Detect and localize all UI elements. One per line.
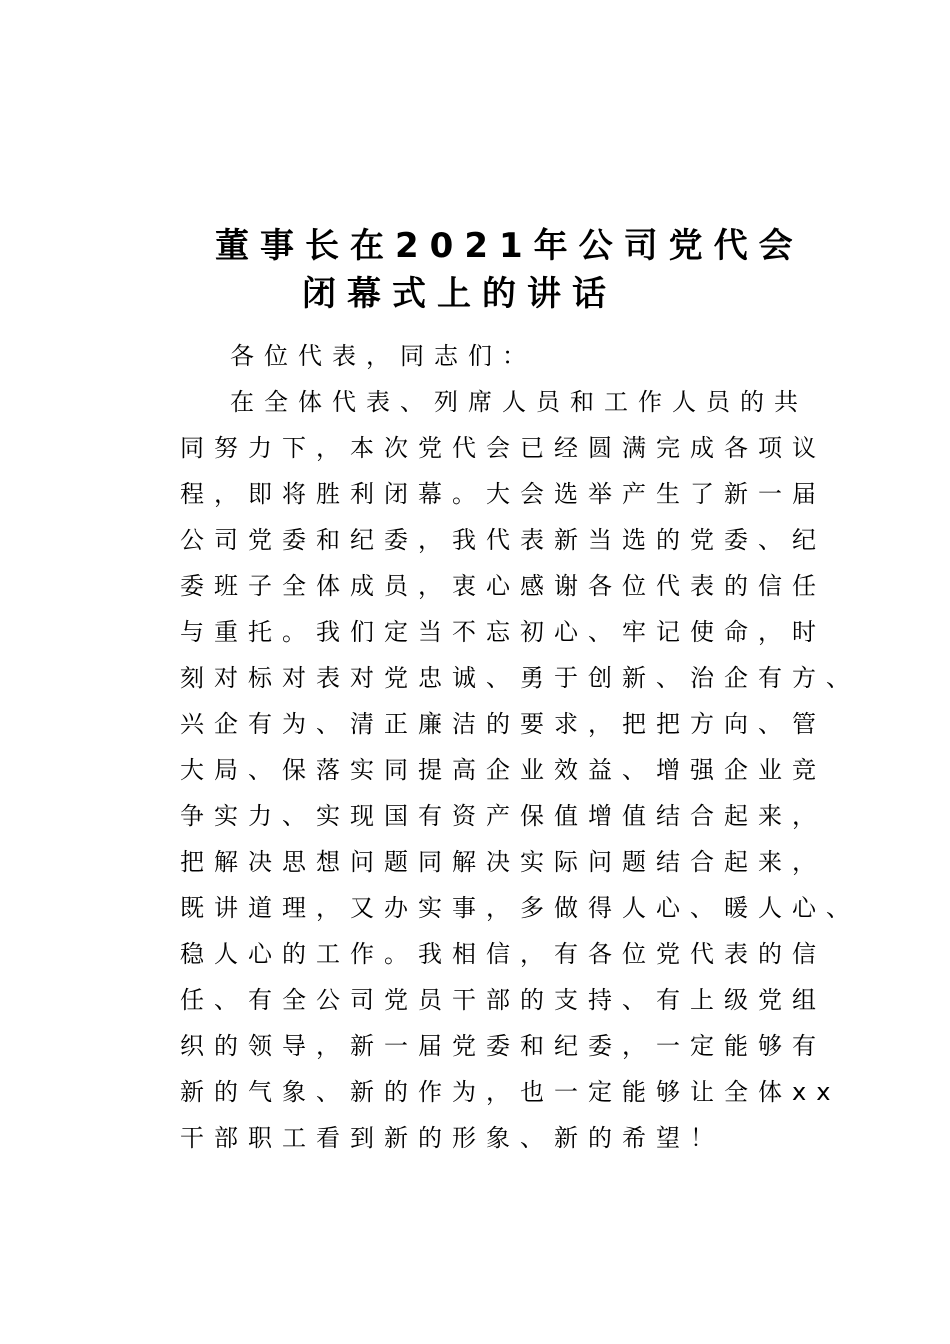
body-line-13: 稳人心的工作。我相信，有各位党代表的信	[180, 940, 826, 968]
body-line-12: 既讲道理，又办实事，多做得人心、暖人心、	[180, 894, 860, 922]
salutation: 各位代表，同志们：	[230, 342, 536, 370]
body-line-14: 任、有全公司党员干部的支持、有上级党组	[180, 986, 826, 1014]
body-line-2: 同努力下，本次党代会已经圆满完成各项议	[180, 434, 826, 462]
title-line-2: 闭幕式上的讲话	[302, 274, 617, 314]
body-line-6: 与重托。我们定当不忘初心、牢记使命，时	[180, 618, 826, 646]
body-line-8: 兴企有为、清正廉洁的要求，把把方向、管	[180, 710, 826, 738]
body-line-16: 新的气象、新的作为，也一定能够让全体xx	[180, 1078, 841, 1106]
body-line-17: 干部职工看到新的形象、新的希望！	[180, 1124, 724, 1152]
body-line-3: 程，即将胜利闭幕。大会选举产生了新一届	[180, 480, 826, 508]
body-line-11: 把解决思想问题同解决实际问题结合起来，	[180, 848, 826, 876]
body-line-4: 公司党委和纪委，我代表新当选的党委、纪	[180, 526, 826, 554]
body-line-7: 刻对标对表对党忠诚、勇于创新、治企有方、	[180, 664, 860, 692]
title-line-1: 董事长在2021年公司党代会	[215, 226, 804, 266]
body-line-15: 织的领导，新一届党委和纪委，一定能够有	[180, 1032, 826, 1060]
body-line-9: 大局、保落实同提高企业效益、增强企业竞	[180, 756, 826, 784]
body-line-5: 委班子全体成员，衷心感谢各位代表的信任	[180, 572, 826, 600]
body-line-10: 争实力、实现国有资产保值增值结合起来，	[180, 802, 826, 830]
body-line-1: 在全体代表、列席人员和工作人员的共	[230, 388, 808, 416]
